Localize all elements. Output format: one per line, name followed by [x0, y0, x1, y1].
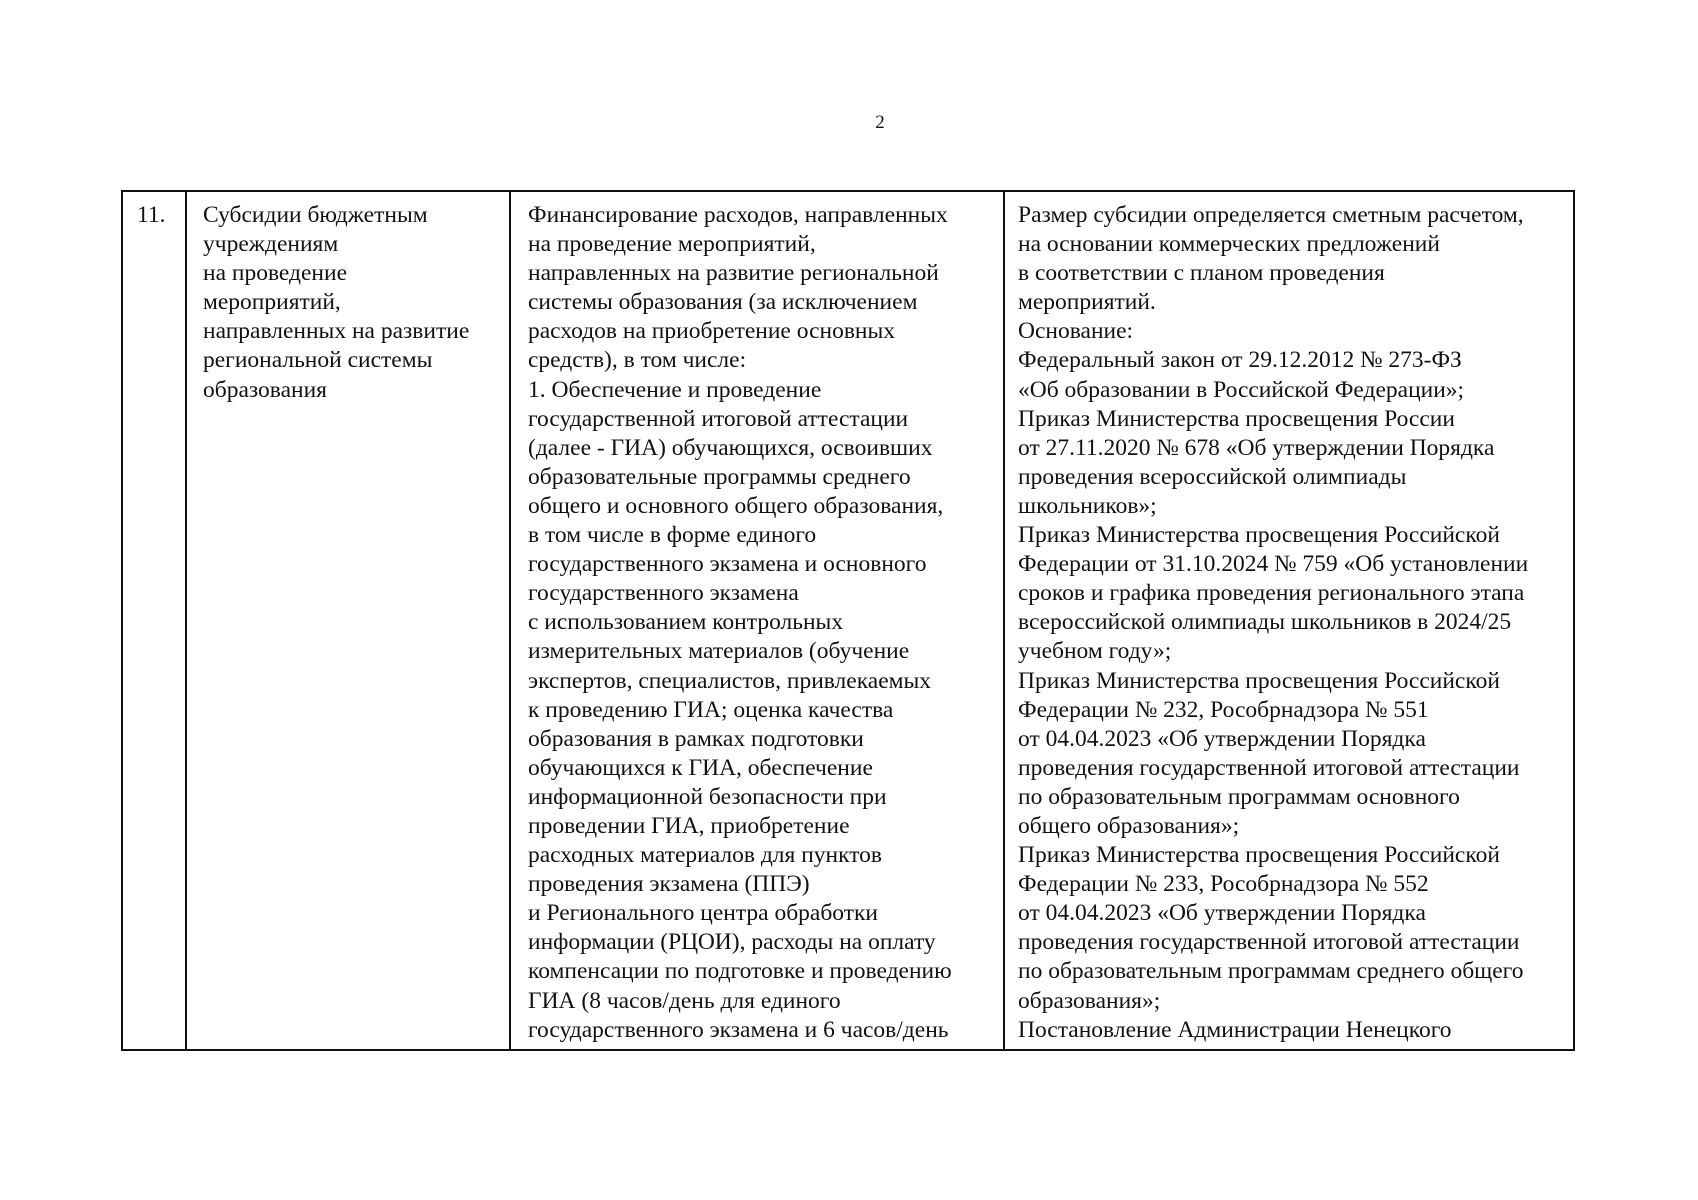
- legal-basis-line: по образовательным программам основного: [1018, 783, 1460, 810]
- expense-name-line: на проведение: [203, 260, 348, 287]
- expense-name-line: мероприятий,: [203, 289, 341, 316]
- legal-basis-line: Приказ Министерства просвещения России: [1018, 405, 1455, 432]
- expense-description-line: информации (РЦОИ), расходы на оплату: [528, 929, 936, 956]
- expense-description-line: компенсации по подготовке и проведению: [528, 958, 952, 985]
- legal-basis-line: Федерации № 232, Рособрнадзора № 551: [1018, 696, 1429, 723]
- expense-description-line: проведения экзамена (ППЭ): [528, 871, 810, 898]
- expense-description-line: ГИА (8 часов/день для единого: [528, 987, 841, 1014]
- expense-name-line: Субсидии бюджетным: [203, 202, 428, 228]
- expense-name-cell: [187, 192, 511, 1049]
- legal-basis-line: проведения государственной итоговой аттестации: [1018, 754, 1520, 781]
- regulation-table: [121, 190, 1575, 1051]
- legal-basis-line: от 04.04.2023 «Об утверждении Порядка: [1018, 725, 1426, 752]
- legal-basis-line: сроков и графика проведения регионального этапа: [1018, 580, 1525, 607]
- expense-name-line: учреждениям: [203, 231, 339, 258]
- legal-basis-line: на основании коммерческих предложений: [1018, 231, 1440, 258]
- expense-description-line: в том числе в форме единого: [528, 522, 817, 549]
- expense-description-line: обучающихся к ГИА, обеспечение: [528, 754, 873, 781]
- legal-basis-line: всероссийской олимпиады школьников в 2024/25: [1018, 609, 1512, 636]
- expense-description-line: системы образования (за исключением: [528, 289, 918, 316]
- legal-basis-line: в соответствии с планом проведения: [1018, 260, 1385, 287]
- legal-basis-line: Размер субсидии определяется сметным расчетом,: [1018, 202, 1524, 228]
- legal-basis-line: общего образования»;: [1018, 812, 1240, 839]
- legal-basis-line: мероприятий.: [1018, 289, 1156, 316]
- expense-description-line: средств), в том числе:: [528, 347, 747, 374]
- legal-basis-line: Постановление Администрации Ненецкого: [1018, 1016, 1452, 1043]
- legal-basis-line: Федеральный закон от 29.12.2012 № 273-ФЗ: [1018, 347, 1462, 374]
- expense-description-line: к проведению ГИА; оценка качества: [528, 696, 894, 723]
- legal-basis-line: учебном году»;: [1018, 638, 1172, 665]
- expense-description-line: Финансирование расходов, направленных: [528, 202, 948, 228]
- expense-description-line: информационной безопасности при: [528, 783, 887, 810]
- expense-description-cell: [511, 192, 1005, 1049]
- legal-basis-line: проведения государственной итоговой аттестации: [1018, 929, 1520, 956]
- legal-basis-line: от 04.04.2023 «Об утверждении Порядка: [1018, 900, 1426, 927]
- legal-basis-line: школьников»;: [1018, 492, 1157, 519]
- expense-name-line: региональной системы: [203, 347, 433, 374]
- expense-description-line: образовательные программы среднего: [528, 463, 911, 490]
- expense-name-line: образования: [203, 376, 327, 403]
- expense-description-line: направленных на развитие региональной: [528, 260, 939, 287]
- expense-description-line: (далее - ГИА) обучающихся, освоивших: [528, 434, 933, 461]
- legal-basis-line: образования»;: [1018, 987, 1161, 1014]
- legal-basis-cell: [1005, 192, 1573, 1049]
- legal-basis-line: Приказ Министерства просвещения Российской: [1018, 842, 1500, 869]
- expense-description-line: проведении ГИА, приобретение: [528, 812, 850, 839]
- expense-description-line: государственного экзамена и 6 часов/день: [528, 1016, 949, 1043]
- expense-description-line: общего и основного общего образования,: [528, 492, 944, 519]
- expense-description-line: расходов на приобретение основных: [528, 318, 896, 345]
- legal-basis-line: по образовательным программам среднего общего: [1018, 958, 1524, 985]
- expense-description-line: и Регионального центра обработки: [528, 900, 879, 927]
- expense-description-line: 1. Обеспечение и проведение: [528, 376, 822, 403]
- legal-basis-line: «Об образовании в Российской Федерации»;: [1018, 376, 1465, 403]
- expense-name-line: направленных на развитие: [203, 318, 470, 345]
- expense-description-line: экспертов, специалистов, привлекаемых: [528, 667, 932, 694]
- expense-description-line: государственного экзамена и основного: [528, 551, 927, 578]
- row-number-cell: [123, 192, 187, 1049]
- legal-basis-line: проведения всероссийской олимпиады: [1018, 463, 1407, 490]
- legal-basis-line: Федерации от 31.10.2024 № 759 «Об установлении: [1018, 551, 1529, 578]
- page-number: 2: [875, 112, 885, 133]
- legal-basis-line: Основание:: [1018, 318, 1134, 345]
- expense-description-line: государственного экзамена: [528, 580, 799, 607]
- legal-basis-line: Приказ Министерства просвещения Российской: [1018, 667, 1500, 694]
- row-number: 11.: [137, 202, 166, 228]
- expense-description-line: расходных материалов для пунктов: [528, 842, 883, 869]
- expense-description-line: государственной итоговой аттестации: [528, 405, 909, 432]
- legal-basis-line: от 27.11.2020 № 678 «Об утверждении Порядка: [1018, 434, 1495, 461]
- expense-description-line: образования в рамках подготовки: [528, 725, 864, 752]
- expense-description-line: с использованием контрольных: [528, 609, 844, 636]
- legal-basis-line: Федерации № 233, Рособрнадзора № 552: [1018, 871, 1429, 898]
- legal-basis-line: Приказ Министерства просвещения Российской: [1018, 522, 1500, 549]
- expense-description-line: измерительных материалов (обучение: [528, 638, 910, 665]
- expense-description-line: на проведение мероприятий,: [528, 231, 816, 258]
